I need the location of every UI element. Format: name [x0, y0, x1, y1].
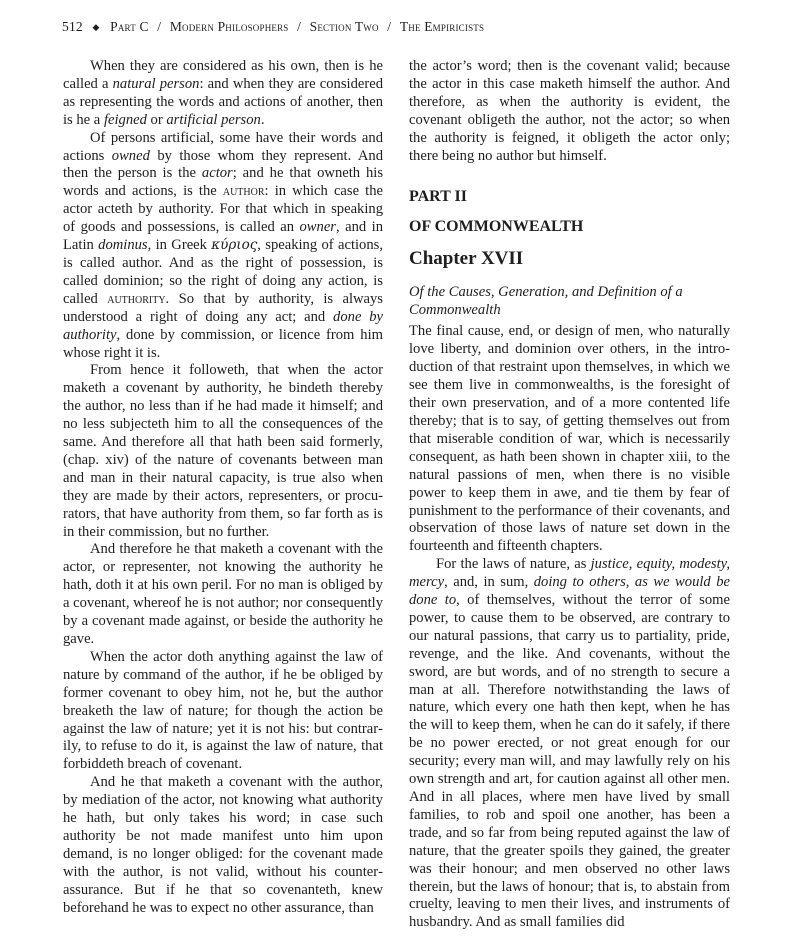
chapter-heading: Chapter XVII — [409, 248, 524, 270]
italic-term: feigned — [103, 111, 147, 128]
text-run: Of persons artificial, some have their words and actions — [63, 129, 383, 164]
text-run: . So that by authority, is always understood a right of doing any act; and — [63, 290, 383, 325]
small-caps-term: author — [222, 183, 265, 200]
italic-term: doing to others, as we would be done to — [409, 574, 730, 609]
text-run: , speaking of actions, is called author. And as the right of possession, is called dominion; so the right of doing any action, is called — [63, 237, 383, 307]
text-run: by those whom they represent. And then the person is the — [63, 147, 383, 182]
greek-term: κύριος — [211, 237, 258, 254]
paragraph: And therefore he that maketh a covenant with the actor, or representer, not knowing the authority he hath, doth it at his own peril. For no man is obliged by a covenant, whereof he is not author; nor consequently by a covenant made against, or beside the authority he gave. — [63, 541, 383, 647]
text-run: ; and he that owneth his words and actions, is the — [63, 165, 383, 200]
text-run: : and when they are considered as representing the words and actions of another, then is he a — [63, 75, 383, 128]
header-part: Part C — [110, 19, 149, 34]
running-head — [62, 19, 484, 35]
italic-term: owner — [299, 219, 336, 236]
text-run: When they are considered as his own, then is he called a — [63, 58, 383, 92]
text-run: . — [260, 111, 265, 128]
right-column — [409, 58, 730, 932]
italic-term: dominus — [98, 237, 148, 254]
text-run: , of themselves, without the terror of some power, to cause them to be observed, are contrary to our natural passions, that carry us to partiality, pride, revenge, and the like. And covenants, without the sword, are but words, and of no strength to secure a man at all. Therefore notwithstanding the laws of nature, which every one hath then kept, when he has the will to keep them, when he can do it safely, if there be no power erected, or not great enough for our security; every man will, and may lawfully rely on his own strength and art, for caution against all other men. And in all places, where men have lived by small families, to rob and spoil one another, has been a trade, and so far from being reputed against the law of nature, that the greater spoils they gained, the greater was their honour; and men observed no other laws therein, but the laws of honour; that is, to abstain from cruelty, leaving to men their lives, and instruments of husbandry. And as small families did — [409, 592, 730, 931]
italic-term: done by authority — [63, 308, 384, 343]
text-run: , and, in sum, — [444, 574, 534, 591]
paragraph: When the actor doth anything against the law of nature by command of the author, if he be obliged by former covenant to obey him, not he, but the author breaketh the law of nature; for though the action be against the law of nature; yet it is not his: but contrarily, to refuse to do it, is against the law of nature, that forbiddeth breach of covenant. — [63, 648, 383, 773]
paragraph: And he that maketh a covenant with the author, by mediation of the actor, not knowing what authority he hath, but only takes his word; in case such authority be not made manifest unto him upon demand, is no longer obliged: for the covenant made with the author, is not valid, without his counterassurance. But if he that so covenanteth, knew beforehand he was to expect no other assurance, than — [63, 774, 383, 916]
text-run: , in Greek — [147, 237, 212, 254]
paragraph — [63, 58, 383, 130]
header-section-title: Modern Philosophers — [169, 19, 289, 34]
header-separator: / — [297, 19, 302, 34]
paragraph — [63, 130, 383, 363]
paragraph — [409, 556, 730, 932]
paragraph: the actor’s word; then is the covenant valid; because the actor in this case maketh himself the author. And therefore, as when the authority is evident, the covenant obligeth the author, not the actor; so when the authority is feigned, it obligeth the actor only; there being no author but himself. — [409, 58, 730, 164]
page-number: 512 — [62, 19, 83, 34]
paragraph: From hence it followeth, that when the actor maketh a covenant by authority, he bindeth thereby the author, no less than if he had made it himself; and no less subjecteth him to all the consequences of the same. And therefore all that hath been said formerly, (chap. xiv) of the nature of covenants between man and man in their natural capacity, is true also when they are made by their actors, representers, or procurators, that have authority from them, so far forth as is in their commission, but no further. — [63, 362, 383, 540]
text-run: For the laws of nature, as — [436, 556, 591, 573]
chapter-subtitle: Of the Causes, Generation, and Definition of a Commonwealth — [409, 284, 683, 318]
text-run: or — [146, 111, 167, 128]
text-run: : in which case the actor acteth by authority. For that which in speaking of goods and possessions, is called an — [63, 183, 383, 236]
header-separator: / — [157, 19, 162, 34]
italic-term: actor — [201, 165, 233, 182]
text-run: , and in Latin — [63, 219, 383, 254]
italic-term: justice, equity, modesty, mercy — [409, 556, 730, 591]
small-caps-term: authority — [107, 290, 166, 307]
left-column — [63, 58, 383, 918]
part-title: OF COMMONWEALTH — [409, 218, 584, 236]
diamond-ornament-icon: ◆ — [92, 22, 100, 32]
header-separator: / — [387, 19, 392, 34]
header-topic: The Empiricists — [399, 19, 485, 34]
part-heading: PART II — [409, 188, 467, 206]
italic-term: owned — [111, 147, 150, 164]
text-run: , done by commission, or licence from him whose right it is. — [63, 326, 383, 361]
paragraph: The final cause, end, or design of men, who naturally love liberty, and dominion over others, in the introduction of that restraint upon themselves, in which we see them live in commonwealths, is the foresight of their own preservation, and of a more contented life thereby; that is to say, of getting themselves out from that miserable condition of war, which is necessarily consequent, as hath been shown in chapter xiii, to the natural passions of men, when there is no visible power to keep them in awe, and tie them by fear of punishment to the performance of their covenants, and observation of those laws of nature set down in the fourteenth and fifteenth chapters. — [409, 323, 730, 555]
italic-term: natural person — [112, 75, 200, 92]
header-section: Section Two — [309, 19, 379, 34]
italic-term: artificial person — [166, 111, 261, 128]
